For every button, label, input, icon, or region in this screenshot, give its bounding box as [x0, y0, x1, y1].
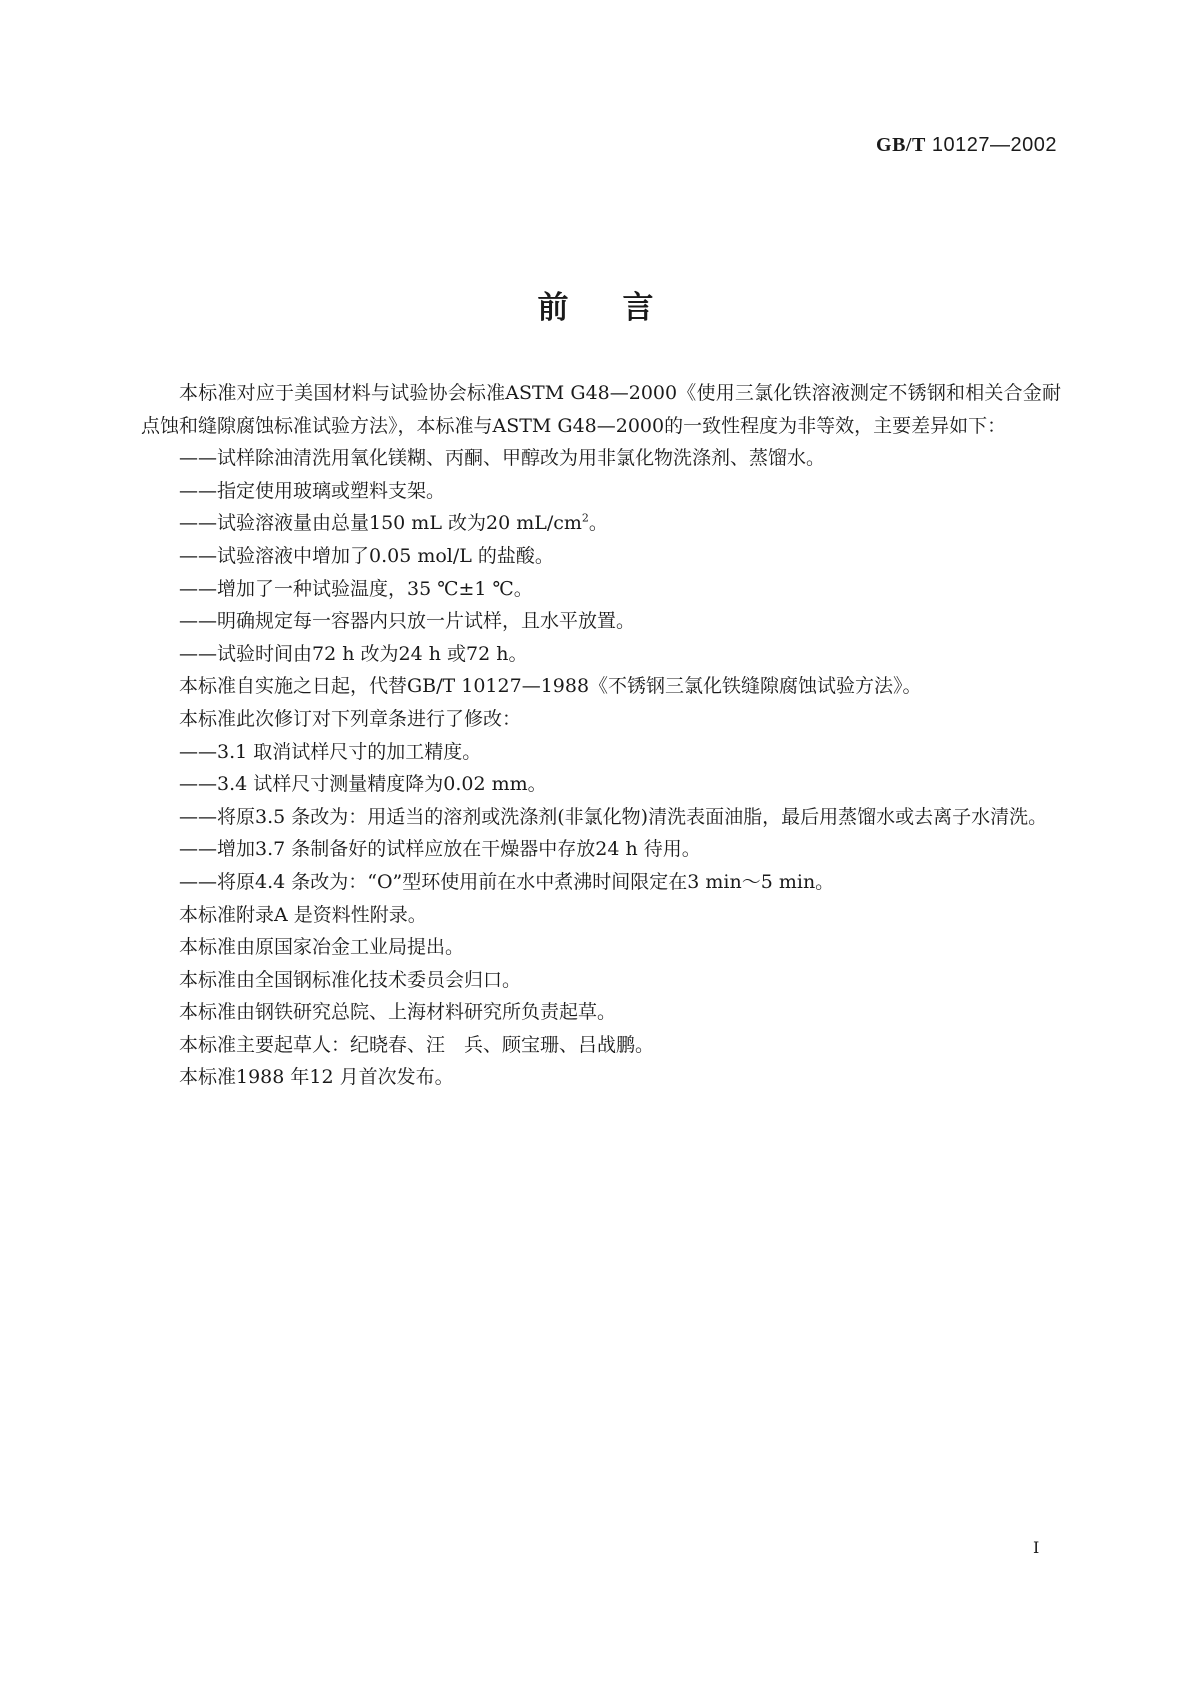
standard-prefix: GB/T [876, 134, 926, 156]
difference-item: ——指定使用玻璃或塑料支架。 [179, 479, 446, 502]
difference-item-text: ——试验溶液量由总量150 mL 改为20 mL/cm [179, 512, 582, 535]
closing-paragraph: 本标准附录A 是资料性附录。 [179, 903, 427, 926]
difference-item: ——试验溶液中增加了0.05 mol/L 的盐酸。 [179, 544, 554, 567]
closing-paragraph: 本标准由全国钢标准化技术委员会归口。 [179, 968, 522, 991]
standard-code: 10127—2002 [931, 134, 1057, 156]
closing-paragraph: 本标准由钢铁研究总院、上海材料研究所负责起草。 [179, 1001, 617, 1024]
closing-paragraph: 本标准1988 年12 月首次发布。 [179, 1066, 454, 1089]
page-title: 前言 [537, 290, 708, 326]
difference-item: ——试样除油清洗用氧化镁糊、丙酮、甲醇改为用非氯化物洗涤剂、蒸馏水。 [179, 447, 826, 470]
difference-item: ——明确规定每一容器内只放一片试样，且水平放置。 [179, 610, 636, 633]
replace-paragraph: 本标准自实施之日起，代替GB/T 10127—1988《不锈钢三氯化铁缝隙腐蚀试验方法》。 [179, 675, 922, 698]
difference-item: ——增加了一种试验温度，35 ℃±1 ℃。 [179, 577, 533, 600]
page-number: I [1033, 1538, 1040, 1557]
closing-paragraph: 本标准主要起草人：纪晓春、汪 兵、顾宝珊、吕战鹏。 [179, 1033, 655, 1056]
foreword-body [141, 377, 1061, 1094]
intro-paragraph: 本标准对应于美国材料与试验协会标准ASTM G48—2000《使用三氯化铁溶液测定不锈钢和相关合金耐点蚀和缝隙腐蚀标准试验方法》，本标准与ASTM G48—2000的一致性程度为非等效，主要差异如下： [141, 382, 1061, 437]
closing-paragraph: 本标准由原国家冶金工业局提出。 [179, 936, 465, 959]
revision-item: ——将原4.4 条改为：“O”型环使用前在水中煮沸时间限定在3 min～5 min。 [179, 870, 835, 893]
standard-number [876, 134, 1057, 157]
revision-item: ——3.4 试样尺寸测量精度降为0.02 mm。 [179, 773, 547, 796]
difference-item: ——试验时间由72 h 改为24 h 或72 h。 [179, 642, 528, 665]
revision-item: ——增加3.7 条制备好的试样应放在干燥器中存放24 h 待用。 [179, 838, 701, 861]
revision-intro: 本标准此次修订对下列章条进行了修改： [179, 707, 522, 730]
difference-item-tail: 。 [588, 512, 608, 535]
revision-item: ——将原3.5 条改为：用适当的溶剂或洗涤剂(非氯化物)清洗表面油脂，最后用蒸馏水或去离子水清洗。 [179, 805, 1048, 828]
revision-item: ——3.1 取消试样尺寸的加工精度。 [179, 740, 482, 763]
difference-item [141, 507, 1061, 540]
superscript-2: 2 [581, 512, 589, 526]
